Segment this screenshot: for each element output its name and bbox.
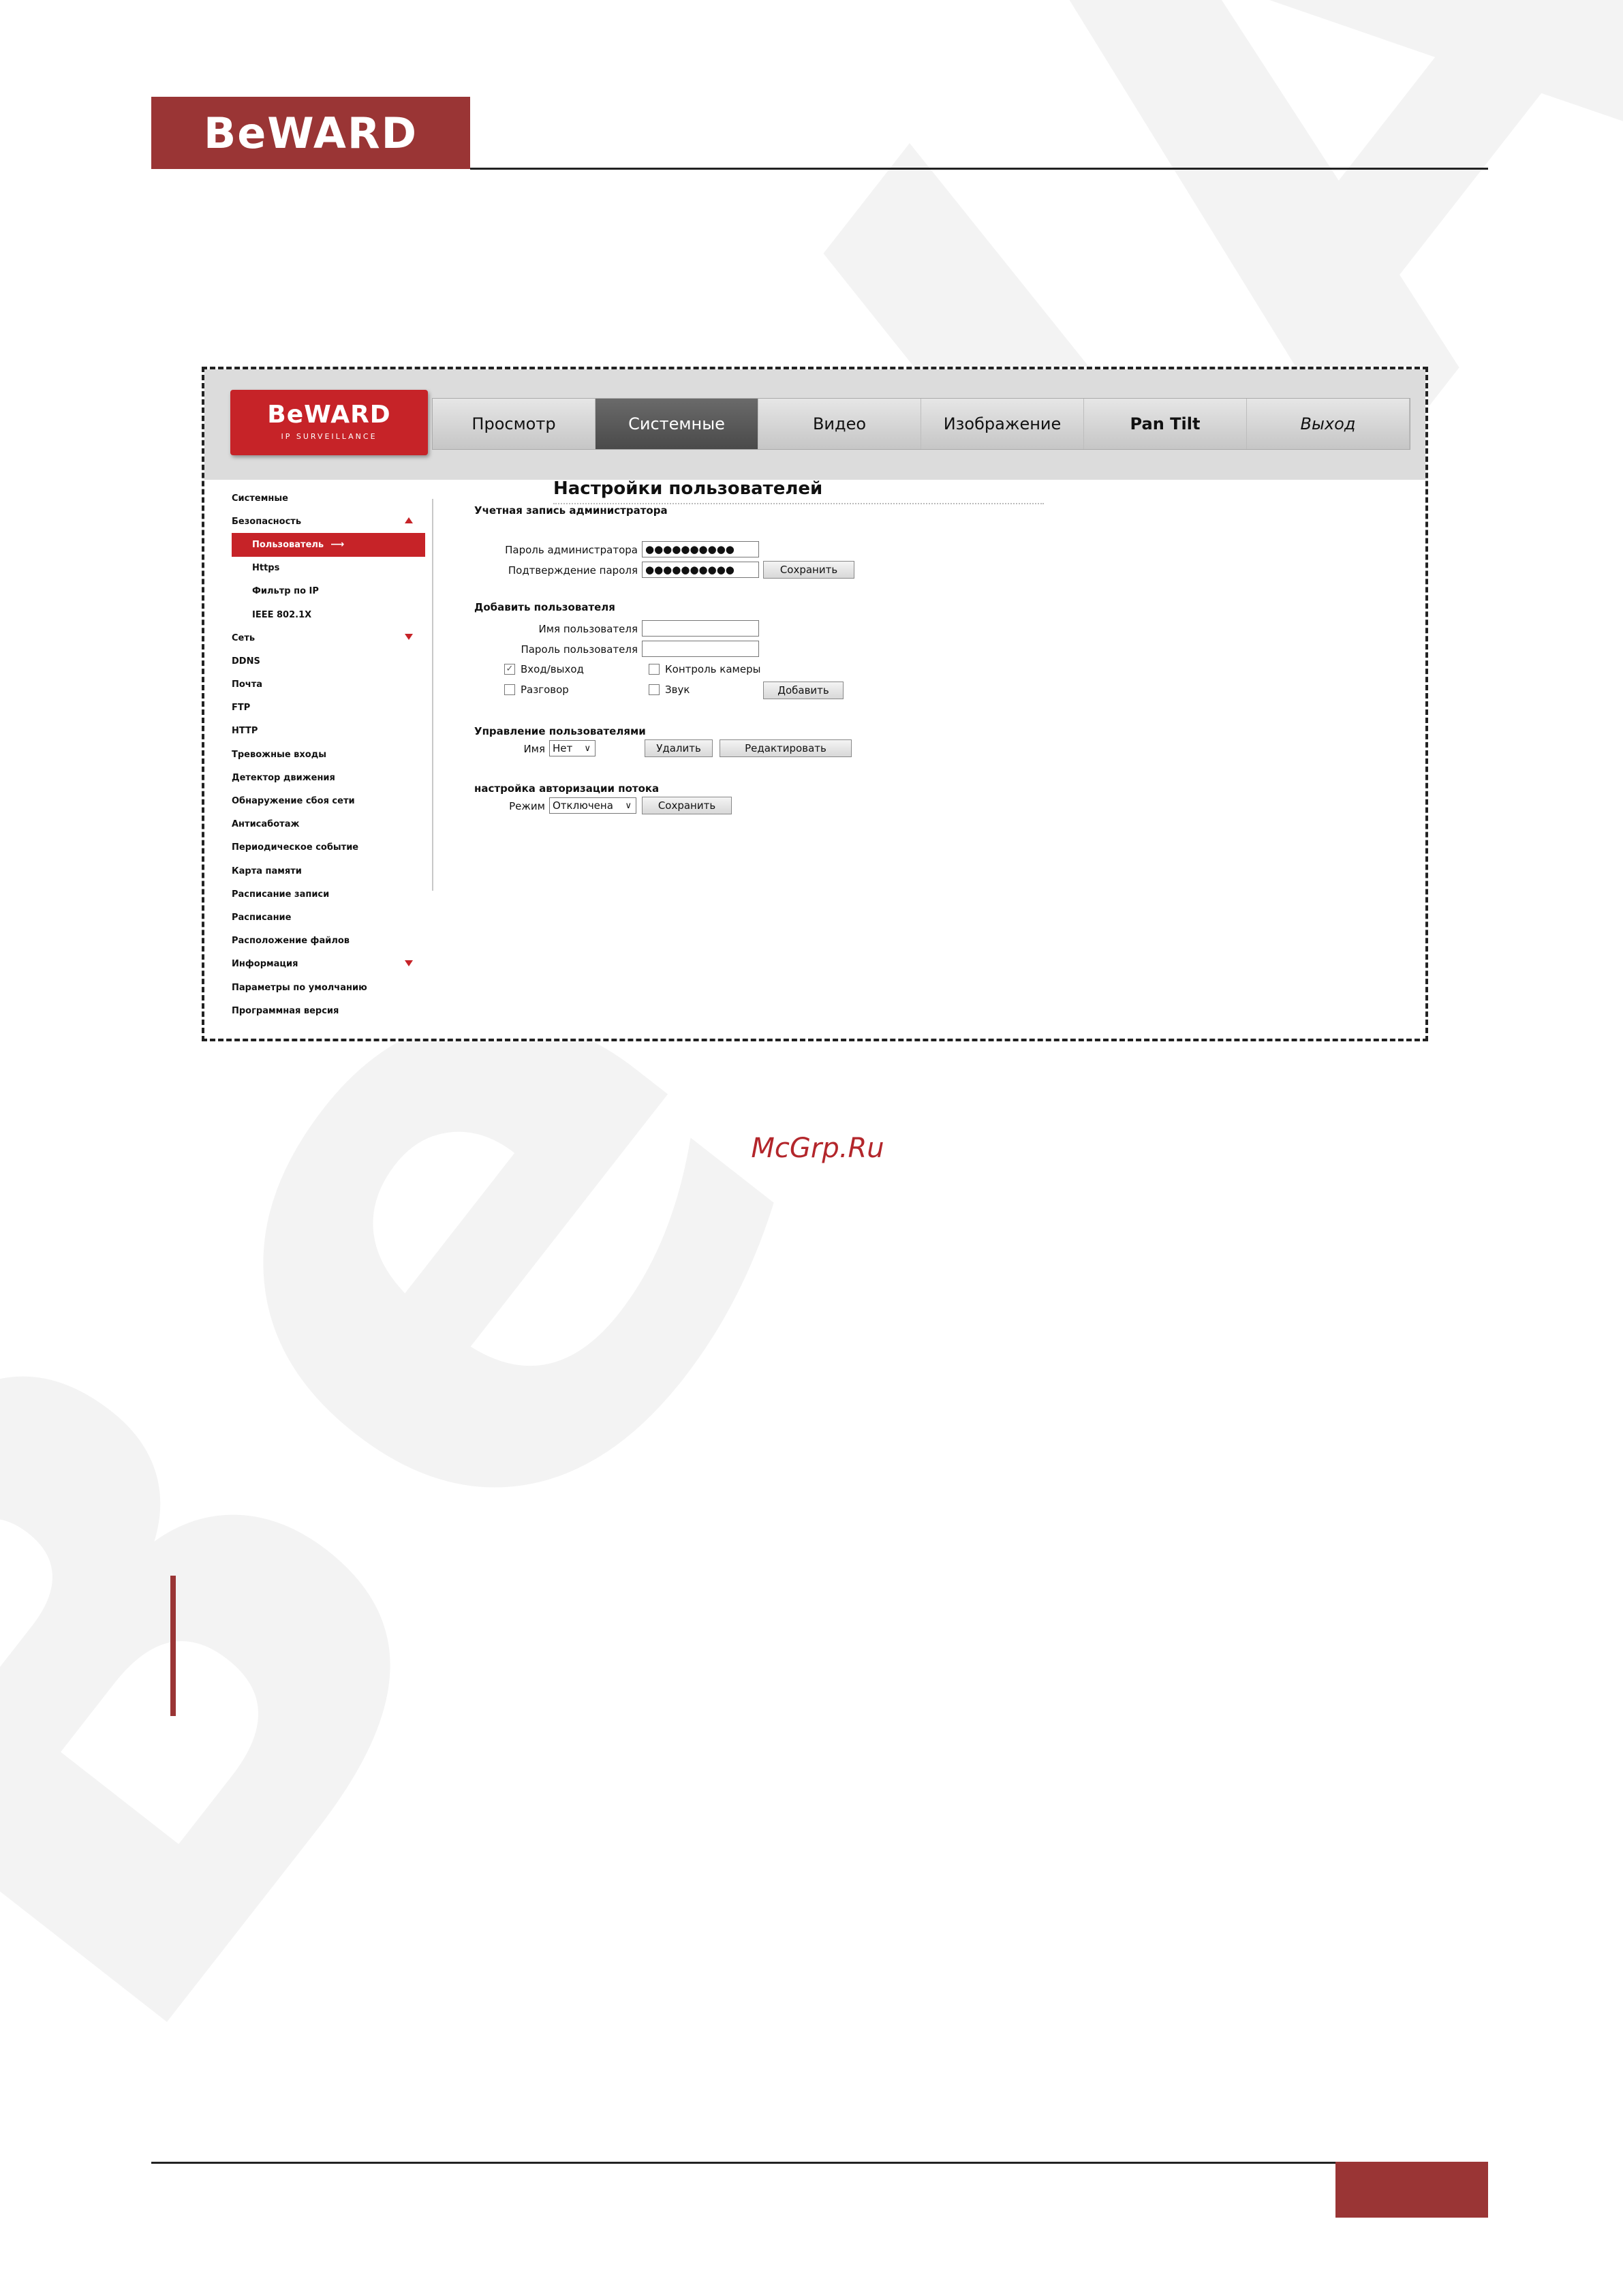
page-title: Настройки пользователей	[553, 478, 823, 499]
add-user-button[interactable]: Добавить	[763, 682, 844, 699]
sound-checkbox[interactable]	[649, 684, 660, 695]
sidebar-item-motion-detector[interactable]	[232, 766, 436, 789]
sidebar-item-label: Параметры по умолчанию	[232, 982, 367, 993]
sound-checkbox-label: Звук	[665, 684, 690, 696]
user-name-label: Имя пользователя	[538, 623, 638, 635]
sidebar-item-http[interactable]	[232, 720, 436, 743]
sidebar-item-label: IEEE 802.1X	[252, 609, 312, 620]
tab-image[interactable]: Изображение	[921, 399, 1084, 449]
sidebar-item-security[interactable]	[232, 510, 436, 533]
collapse-arrow-icon	[405, 517, 413, 523]
sidebar-item-label: Безопасность	[232, 516, 302, 527]
sidebar-item-label: Обнаружение сбоя сети	[232, 796, 355, 807]
admin-confirm-label: Подтверждение пароля	[508, 564, 638, 577]
sidebar-item-label: Антисаботаж	[232, 819, 300, 830]
sidebar-item-label: Периодическое событие	[232, 842, 359, 853]
camera-logo-brand: BeWARD	[267, 401, 391, 429]
sidebar-item-label: Расположение файлов	[232, 936, 350, 947]
add-user-section-heading: Добавить пользователя	[474, 601, 615, 613]
sidebar-menu	[232, 487, 436, 1022]
sidebar-item-periodic-event[interactable]	[232, 836, 436, 859]
camera-logo-tagline: IP SURVEILLANCE	[281, 432, 377, 441]
sidebar-item-label: Программная версия	[232, 1005, 339, 1016]
tab-logout[interactable]: Выход	[1247, 399, 1410, 449]
sidebar-item-memory-card[interactable]	[232, 859, 436, 883]
sidebar-item-label: Почта	[232, 679, 263, 690]
talk-checkbox[interactable]	[504, 684, 515, 695]
manage-section-heading: Управление пользователями	[474, 725, 646, 737]
manage-name-select[interactable]	[549, 740, 596, 756]
sidebar-item-label: Информация	[232, 959, 298, 970]
sidebar-item-label: Фильтр по IP	[252, 586, 319, 597]
sidebar-item-record-schedule[interactable]	[232, 883, 436, 906]
tab-view[interactable]: Просмотр	[433, 399, 596, 449]
sidebar-item-firmware[interactable]	[232, 999, 436, 1022]
login-checkbox[interactable]: ✓	[504, 664, 515, 675]
talk-checkbox-label: Разговор	[521, 684, 569, 696]
admin-confirm-input[interactable]: ●●●●●●●●●●	[642, 562, 759, 578]
stream-auth-save-button[interactable]: Сохранить	[642, 797, 732, 814]
sidebar-item-label: Пользователь	[252, 539, 324, 550]
tab-video[interactable]: Видео	[758, 399, 921, 449]
sidebar-item-ftp[interactable]	[232, 697, 436, 720]
sidebar-item-alarm-inputs[interactable]	[232, 743, 436, 766]
accent-side-bar	[170, 1576, 176, 1716]
camera-logo	[230, 390, 428, 455]
edit-user-button[interactable]: Редактировать	[720, 739, 852, 757]
sidebar-item-ip-filter[interactable]	[232, 580, 436, 603]
user-password-label: Пароль пользователя	[521, 643, 638, 656]
camera-control-checkbox[interactable]	[649, 664, 660, 675]
delete-user-button[interactable]: Удалить	[645, 739, 713, 757]
sidebar-item-information[interactable]	[232, 953, 436, 976]
sidebar-item-label: Тревожные входы	[232, 749, 326, 760]
sidebar-item-network[interactable]	[232, 626, 436, 649]
sidebar-item-user[interactable]	[232, 533, 425, 556]
tab-pan-tilt[interactable]: Pan Tilt	[1084, 399, 1247, 449]
admin-section-heading: Учетная запись администратора	[474, 504, 668, 517]
sidebar-item-network-failure[interactable]	[232, 789, 436, 812]
sidebar-item-label: Детектор движения	[232, 772, 335, 783]
admin-password-input[interactable]: ●●●●●●●●●●	[642, 541, 759, 557]
sidebar-item-label: HTTP	[232, 726, 258, 737]
sidebar-item-label: Расписание	[232, 912, 292, 923]
expand-arrow-icon	[405, 634, 413, 640]
sidebar-item-https[interactable]	[232, 557, 436, 580]
admin-save-button[interactable]: Сохранить	[763, 561, 854, 579]
page-logo: BeWARD	[151, 97, 470, 169]
manage-name-label: Имя	[523, 743, 545, 755]
screenshot-frame	[202, 367, 1428, 1041]
sidebar-item-system[interactable]	[232, 487, 436, 510]
login-checkbox-label: Вход/выход	[521, 663, 584, 675]
menu-divider	[432, 499, 433, 891]
main-nav	[432, 398, 1410, 450]
sidebar-item-label: Сеть	[232, 632, 256, 643]
chevron-down-icon: ∨	[625, 801, 632, 811]
mode-label: Режим	[509, 800, 545, 812]
sidebar-item-label: Https	[252, 563, 280, 574]
camera-control-checkbox-label: Контроль камеры	[665, 663, 761, 675]
sidebar-item-label: Карта памяти	[232, 866, 302, 876]
mode-value: Отключена	[553, 799, 613, 812]
sidebar-item-ieee8021x[interactable]	[232, 603, 436, 626]
sidebar-item-anti-tamper[interactable]	[232, 813, 436, 836]
admin-password-label: Пароль администратора	[505, 544, 638, 556]
user-password-input[interactable]	[642, 641, 759, 657]
manage-name-value: Нет	[553, 742, 573, 754]
sidebar-item-defaults[interactable]	[232, 976, 436, 999]
expand-arrow-icon	[405, 960, 413, 966]
arrow-right-icon: ⟶	[330, 539, 345, 551]
user-name-input[interactable]	[642, 620, 759, 637]
page-number-box	[1335, 2162, 1488, 2218]
footer-rule	[151, 2162, 1488, 2164]
mode-select[interactable]	[549, 797, 636, 814]
sidebar-item-schedule[interactable]	[232, 906, 436, 929]
sidebar-item-ddns[interactable]	[232, 649, 436, 673]
sidebar-item-label: Системные	[232, 493, 288, 504]
sidebar-item-label: DDNS	[232, 656, 260, 667]
chevron-down-icon: ∨	[584, 744, 591, 754]
sidebar-item-label: FTP	[232, 703, 251, 714]
sidebar-item-mail[interactable]	[232, 673, 436, 697]
sidebar-item-file-location[interactable]	[232, 930, 436, 953]
stream-auth-section-heading: настройка авторизации потока	[474, 782, 660, 795]
header-rule	[470, 168, 1488, 170]
tab-system[interactable]: Системные	[596, 399, 758, 449]
sidebar-item-label: Расписание записи	[232, 889, 330, 900]
footer-source-text: McGrp.Ru	[751, 1133, 884, 1164]
